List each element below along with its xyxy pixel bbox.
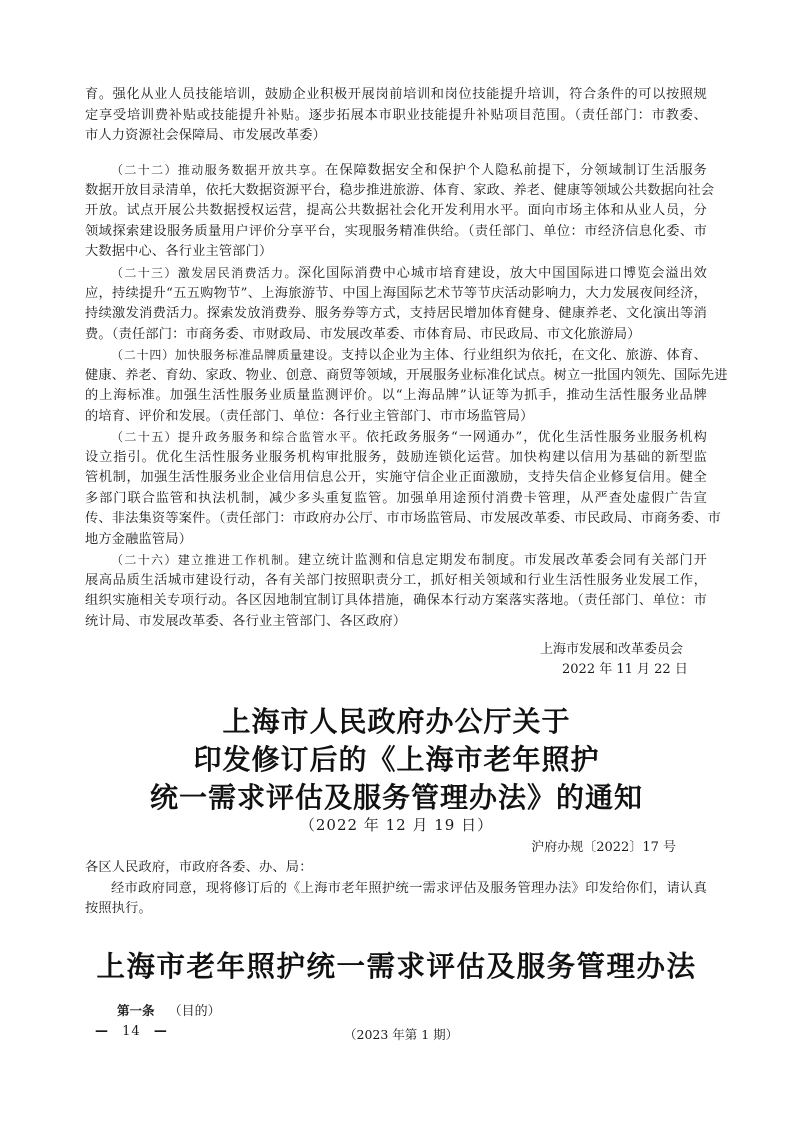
section-first-line <box>85 427 707 448</box>
section-heading: （二十五）提升政务服务和综合监管水平。 <box>111 430 366 444</box>
section-22 <box>85 160 715 263</box>
section-23 <box>85 263 707 345</box>
text-line: 的培育、评价和发展。（责任部门、单位：各行业主管部门、市市场监管局） <box>85 408 534 424</box>
text-line: 健康、养老、育幼、家政、物业、创意、商贸等领域，开展服务业标准化试点。树立一批国内领先、国际先进 <box>85 367 728 383</box>
text-line: 的上海标准。加强生活性服务业质量监测评价。以“上海品牌”认证等为抓手，推动生活性服务业品牌 <box>85 388 707 403</box>
continuation-paragraph <box>85 85 707 147</box>
text-line: 管机制，加强生活性服务业企业信用信息公开，实施守信企业正面激励，支持失信企业修复信用。健全 <box>85 470 707 485</box>
notice-title <box>0 703 793 817</box>
text-line: 市人力资源社会保障局、市发展改革委） <box>85 128 326 143</box>
section-text: 依托政务服务“一网通办”，优化生活性服务业服务机构 <box>365 430 707 445</box>
notice-title-line: 印发修订后的《上海市老年照护 <box>193 743 600 776</box>
notice-body <box>85 858 707 920</box>
text-line: 按照执行。 <box>85 901 152 916</box>
section-first-line <box>85 345 707 366</box>
section-text: 在保障数据安全和保护个人隐私前提下，分领域制订生活服务 <box>325 163 707 178</box>
section-25 <box>85 427 721 550</box>
section-26 <box>85 550 707 632</box>
section-heading: （二十四）加快服务标准品牌质量建设。 <box>111 348 341 362</box>
text-line: 定享受培训费补贴或技能提升补贴。逐步拓展本市职业技能提升补贴项目范围。（责任部门：市教委、 <box>85 107 707 123</box>
text-line: 育。强化从业人员技能培训，鼓励企业积极开展岗前培训和岗位技能提升培训，符合条件的可以按照规 <box>85 87 707 102</box>
section-24 <box>85 345 728 427</box>
section-text: 建立统计监测和信息定期发布制度。市发展改革委会同有关部门开 <box>297 553 707 568</box>
text-line: 传、非法集资等案件。（责任部门：市政府办公厅、市市场监管局、市发展改革委、市民政局、市商务委、市 <box>85 511 721 526</box>
text-line: 地方金融监管局） <box>85 531 193 547</box>
text-line: 费。（责任部门：市商务委、市财政局、市发展改革委、市体育局、市民政局、市文化旅游局） <box>85 326 641 342</box>
section-text: 深化国际消费中心城市培育建设，放大中国国际进口博览会溢出效 <box>297 266 707 281</box>
issue-label: （2023 年第 1 期） <box>344 1027 459 1042</box>
section-text: 支持以企业为主体、行业组织为依托，在文化、旅游、体育、 <box>340 348 707 363</box>
section-first-line <box>85 263 707 284</box>
text-line: 数据开放目录清单，依托大数据资源平台，稳步推进旅游、体育、家政、养老、健康等领域公共数据向社会 <box>85 182 715 198</box>
text-line: 领域探索建设服务质量用户评价分享平台，实现服务精准供给。（责任部门、单位：市经济信息化委、市 <box>85 223 707 239</box>
article-label: 第一条 <box>117 1003 155 1018</box>
article-heading: （目的） <box>168 1004 221 1019</box>
text-line: 经市政府同意，现将修订后的《上海市老年照护统一需求评估及服务管理办法》印发给你们，请认真 <box>111 880 707 896</box>
notice-title-line: 上海市人民政府办公厅关于 <box>222 705 571 738</box>
text-line: 开放。试点开展公共数据授权运营，提高公共数据社会化开发利用水平。面向市场主体和从业人员，分 <box>85 203 707 218</box>
text-line: 统计局、市发展改革委、各行业主管部门、各区政府） <box>85 613 407 629</box>
text-line: 大数据中心、各行业主管部门） <box>85 244 273 259</box>
text-line: 应，持续提升“五五购物节”、上海旅游节、中国上海国际艺术节等节庆活动影响力，大力发展夜间经济， <box>85 285 707 301</box>
text-line: 持续激发消费活力。探索发放消费券、服务券等方式，支持居民增加体育健身、健康养老、文化演出等消 <box>85 306 707 321</box>
notice-date: （2022 年 12 月 19 日） <box>299 816 494 834</box>
text-line: 设立指引。优化生活性服务业服务机构审批服务，鼓励连锁化运营。加快构建以信用为基础的新型监 <box>85 449 707 465</box>
section-heading: （二十二）推动服务数据开放共享。 <box>111 163 326 177</box>
text-line: 多部门联合监管和执法机制，减少多头重复监管。加强单用途预付消费卡管理，从严查处虚假广告宣 <box>85 490 707 506</box>
notice-title-line: 统一需求评估及服务管理办法》的通知 <box>149 781 643 814</box>
law-title: 上海市老年照护统一需求评估及服务管理办法 <box>96 949 697 983</box>
section-heading: （二十六）建立推进工作机制。 <box>111 553 298 567</box>
text-line: 组织实施相关专项行动。各区因地制宜制订具体措施，确保本行动方案落实落地。（责任部门、单位：市 <box>85 593 707 608</box>
page-number: 14 <box>122 1024 141 1039</box>
section-first-line <box>85 160 707 181</box>
page-number-footer <box>95 1024 168 1039</box>
signature-date: 2022 年 11 月 22 日 <box>562 662 688 677</box>
dash-left: — <box>95 1024 109 1039</box>
text-line: 展高品质生活城市建设行动，各有关部门按照职责分工，抓好相关领域和行业生活性服务业发展工作， <box>85 572 707 588</box>
dash-right: — <box>153 1024 168 1039</box>
signature-org: 上海市发展和改革委员会 <box>540 642 684 657</box>
addressee: 各区人民政府，市政府各委、办、局： <box>85 860 313 875</box>
document-number: 沪府办规〔2022〕17 号 <box>531 840 676 855</box>
section-heading: （二十三）激发居民消费活力。 <box>111 266 298 280</box>
section-first-line <box>85 550 707 571</box>
article-1 <box>117 1000 221 1019</box>
